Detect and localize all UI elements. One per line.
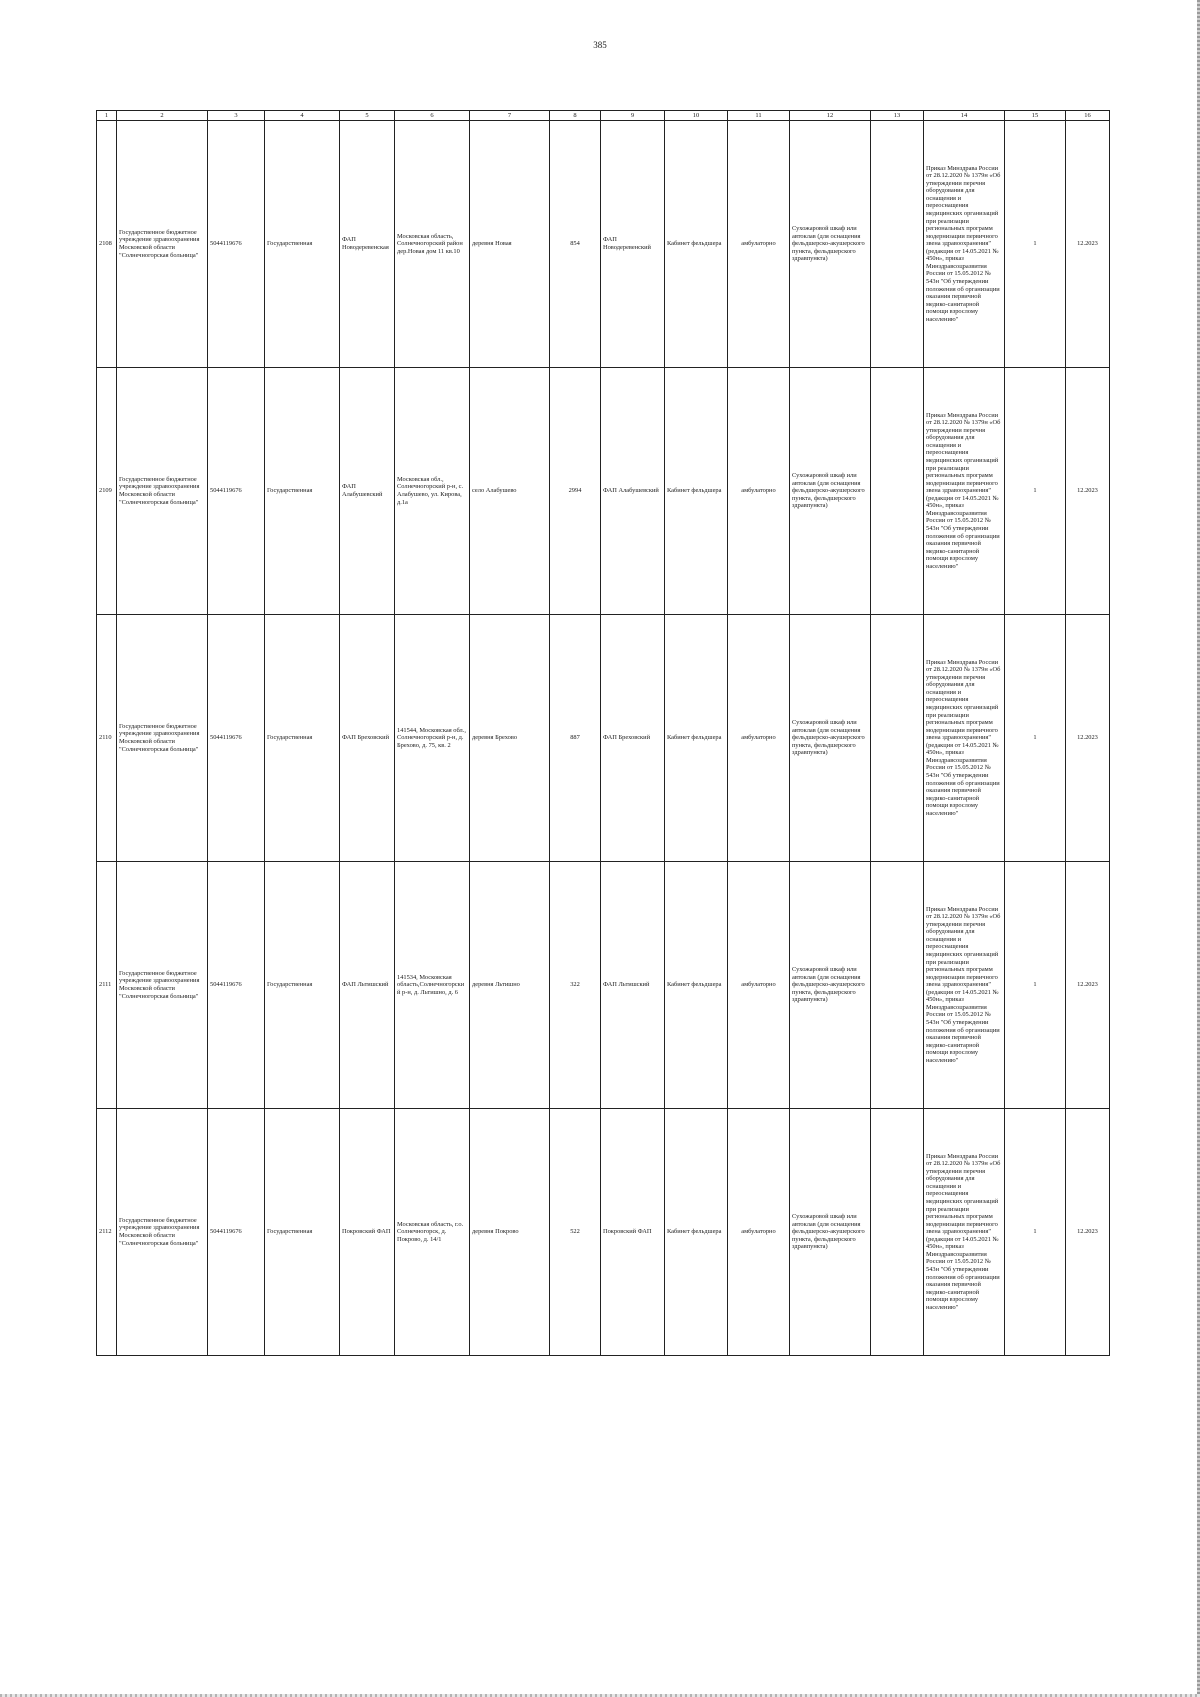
column-header: 7 [470,111,550,121]
room-name: Кабинет фельдшера [665,121,728,368]
column-header: 9 [601,111,665,121]
unit-name: ФАП Бреховский [340,615,395,862]
legal-basis: Приказ Минздрава России от 28.12.2020 № 1379н «Об утверждении перечня оборудования для оснащения и переоснащения медицинских организаций при реализации региональных программ модернизации первичного звена здравоохранения"(редакция от 14.05.2021 № 450н», приказ Минздравсоцразвития России от 15.05.2012 № 543н "Об утверждении положения об организации оказания первичной медико-санитарной помощи взрослому населению" [924,615,1005,862]
inn-value: 5044119676 [208,121,265,368]
page-number: 385 [593,40,607,50]
subunit-name: ФАП Льтишский [601,862,665,1109]
unit-address: 141534, Московская область,Солнечногорский р-н, д. Льтишно, д. 6 [395,862,470,1109]
ownership-form: Государственная [265,862,340,1109]
subunit-name: ФАП Новодеревенский [601,121,665,368]
column-header: 1 [97,111,117,121]
unit-name: ФАП Новодеревенская [340,121,395,368]
unit-address: Московская область, Солнечногорский район дер.Новая дом 11 кв.10 [395,121,470,368]
ownership-form: Государственная [265,368,340,615]
population-count: 322 [550,862,601,1109]
row-number: 2109 [97,368,117,615]
due-date: 12.2023 [1066,615,1110,862]
column-13-cell [871,1109,924,1356]
unit-name: Покровский ФАП [340,1109,395,1356]
care-type: амбулаторно [728,1109,790,1356]
equipment-register-table [96,110,1110,1356]
unit-address: Московская область, г.о. Солнечногорск, д. Покрово, д. 14/1 [395,1109,470,1356]
care-type: амбулаторно [728,862,790,1109]
equipment-name: Сухожаровой шкаф или автоклав (для оснащения фельдшерско-акушерского пункта, фельдшерского здравпункта) [790,615,871,862]
unit-name: ФАП Алабушевский [340,368,395,615]
room-name: Кабинет фельдшера [665,368,728,615]
room-name: Кабинет фельдшера [665,615,728,862]
locality-name: деревня Новая [470,121,550,368]
row-number: 2108 [97,121,117,368]
column-header: 4 [265,111,340,121]
inn-value: 5044119676 [208,615,265,862]
column-number-row [97,111,1110,121]
legal-basis: Приказ Минздрава России от 28.12.2020 № 1379н «Об утверждении перечня оборудования для оснащения и переоснащения медицинских организаций при реализации региональных программ модернизации первичного звена здравоохранения"(редакция от 14.05.2021 № 450н», приказ Минздравсоцразвития России от 15.05.2012 № 543н "Об утверждении положения об организации оказания первичной медико-санитарной помощи взрослому населению" [924,862,1005,1109]
locality-name: деревня Льтишно [470,862,550,1109]
population-count: 522 [550,1109,601,1356]
room-name: Кабинет фельдшера [665,862,728,1109]
care-type: амбулаторно [728,121,790,368]
column-13-cell [871,121,924,368]
population-count: 2994 [550,368,601,615]
care-type: амбулаторно [728,368,790,615]
population-count: 854 [550,121,601,368]
ownership-form: Государственная [265,615,340,862]
quantity-value: 1 [1005,1109,1066,1356]
ownership-form: Государственная [265,1109,340,1356]
column-header: 6 [395,111,470,121]
quantity-value: 1 [1005,121,1066,368]
table-row [97,368,1110,615]
column-header: 12 [790,111,871,121]
table-row [97,121,1110,368]
subunit-name: Покровский ФАП [601,1109,665,1356]
inn-value: 5044119676 [208,862,265,1109]
locality-name: село Алабушево [470,368,550,615]
row-number: 2112 [97,1109,117,1356]
table-row [97,862,1110,1109]
column-13-cell [871,615,924,862]
column-header: 10 [665,111,728,121]
equipment-name: Сухожаровой шкаф или автоклав (для оснащения фельдшерско-акушерского пункта, фельдшерского здравпункта) [790,368,871,615]
subunit-name: ФАП Бреховский [601,615,665,862]
organization-name: Государственное бюджетное учреждение здравоохранения Московской области "Солнечногорская больница" [117,121,208,368]
row-number: 2110 [97,615,117,862]
unit-address: 141544, Московская обл., Солнечногорский р-н, д. Брехово, д. 75, кв. 2 [395,615,470,862]
due-date: 12.2023 [1066,121,1110,368]
column-13-cell [871,862,924,1109]
column-header: 2 [117,111,208,121]
row-number: 2111 [97,862,117,1109]
care-type: амбулаторно [728,615,790,862]
column-header: 15 [1005,111,1066,121]
legal-basis: Приказ Минздрава России от 28.12.2020 № 1379н «Об утверждении перечня оборудования для оснащения и переоснащения медицинских организаций при реализации региональных программ модернизации первичного звена здравоохранения"(редакция от 14.05.2021 № 450н», приказ Минздравсоцразвития России от 15.05.2012 № 543н "Об утверждении положения об организации оказания первичной медико-санитарной помощи взрослому населению" [924,121,1005,368]
equipment-name: Сухожаровой шкаф или автоклав (для оснащения фельдшерско-акушерского пункта, фельдшерского здравпункта) [790,1109,871,1356]
quantity-value: 1 [1005,368,1066,615]
inn-value: 5044119676 [208,1109,265,1356]
population-count: 887 [550,615,601,862]
column-13-cell [871,368,924,615]
organization-name: Государственное бюджетное учреждение здравоохранения Московской области "Солнечногорская больница" [117,862,208,1109]
column-header: 13 [871,111,924,121]
column-header: 8 [550,111,601,121]
organization-name: Государственное бюджетное учреждение здравоохранения Московской области "Солнечногорская больница" [117,1109,208,1356]
column-header: 11 [728,111,790,121]
due-date: 12.2023 [1066,862,1110,1109]
due-date: 12.2023 [1066,1109,1110,1356]
unit-name: ФАП Льтишский [340,862,395,1109]
ownership-form: Государственная [265,121,340,368]
table-row [97,1109,1110,1356]
subunit-name: ФАП Алабушевский [601,368,665,615]
table-row [97,615,1110,862]
legal-basis: Приказ Минздрава России от 28.12.2020 № 1379н «Об утверждении перечня оборудования для оснащения и переоснащения медицинских организаций при реализации региональных программ модернизации первичного звена здравоохранения"(редакция от 14.05.2021 № 450н», приказ Минздравсоцразвития России от 15.05.2012 № 543н "Об утверждении положения об организации оказания первичной медико-санитарной помощи взрослому населению" [924,368,1005,615]
equipment-name: Сухожаровой шкаф или автоклав (для оснащения фельдшерско-акушерского пункта, фельдшерского здравпункта) [790,121,871,368]
organization-name: Государственное бюджетное учреждение здравоохранения Московской области "Солнечногорская больница" [117,368,208,615]
locality-name: деревня Покрово [470,1109,550,1356]
room-name: Кабинет фельдшера [665,1109,728,1356]
unit-address: Московская обл., Солнечногорский р-н, с. Алабушево, ул. Кирова, д.1а [395,368,470,615]
locality-name: деревня Брехово [470,615,550,862]
organization-name: Государственное бюджетное учреждение здравоохранения Московской области "Солнечногорская больница" [117,615,208,862]
due-date: 12.2023 [1066,368,1110,615]
column-header: 16 [1066,111,1110,121]
column-header: 3 [208,111,265,121]
equipment-name: Сухожаровой шкаф или автоклав (для оснащения фельдшерско-акушерского пункта, фельдшерского здравпункта) [790,862,871,1109]
column-header: 5 [340,111,395,121]
quantity-value: 1 [1005,862,1066,1109]
quantity-value: 1 [1005,615,1066,862]
column-header: 14 [924,111,1005,121]
legal-basis: Приказ Минздрава России от 28.12.2020 № 1379н «Об утверждении перечня оборудования для оснащения и переоснащения медицинских организаций при реализации региональных программ модернизации первичного звена здравоохранения"(редакция от 14.05.2021 № 450н», приказ Минздравсоцразвития России от 15.05.2012 № 543н "Об утверждении положения об организации оказания первичной медико-санитарной помощи взрослому населению" [924,1109,1005,1356]
inn-value: 5044119676 [208,368,265,615]
